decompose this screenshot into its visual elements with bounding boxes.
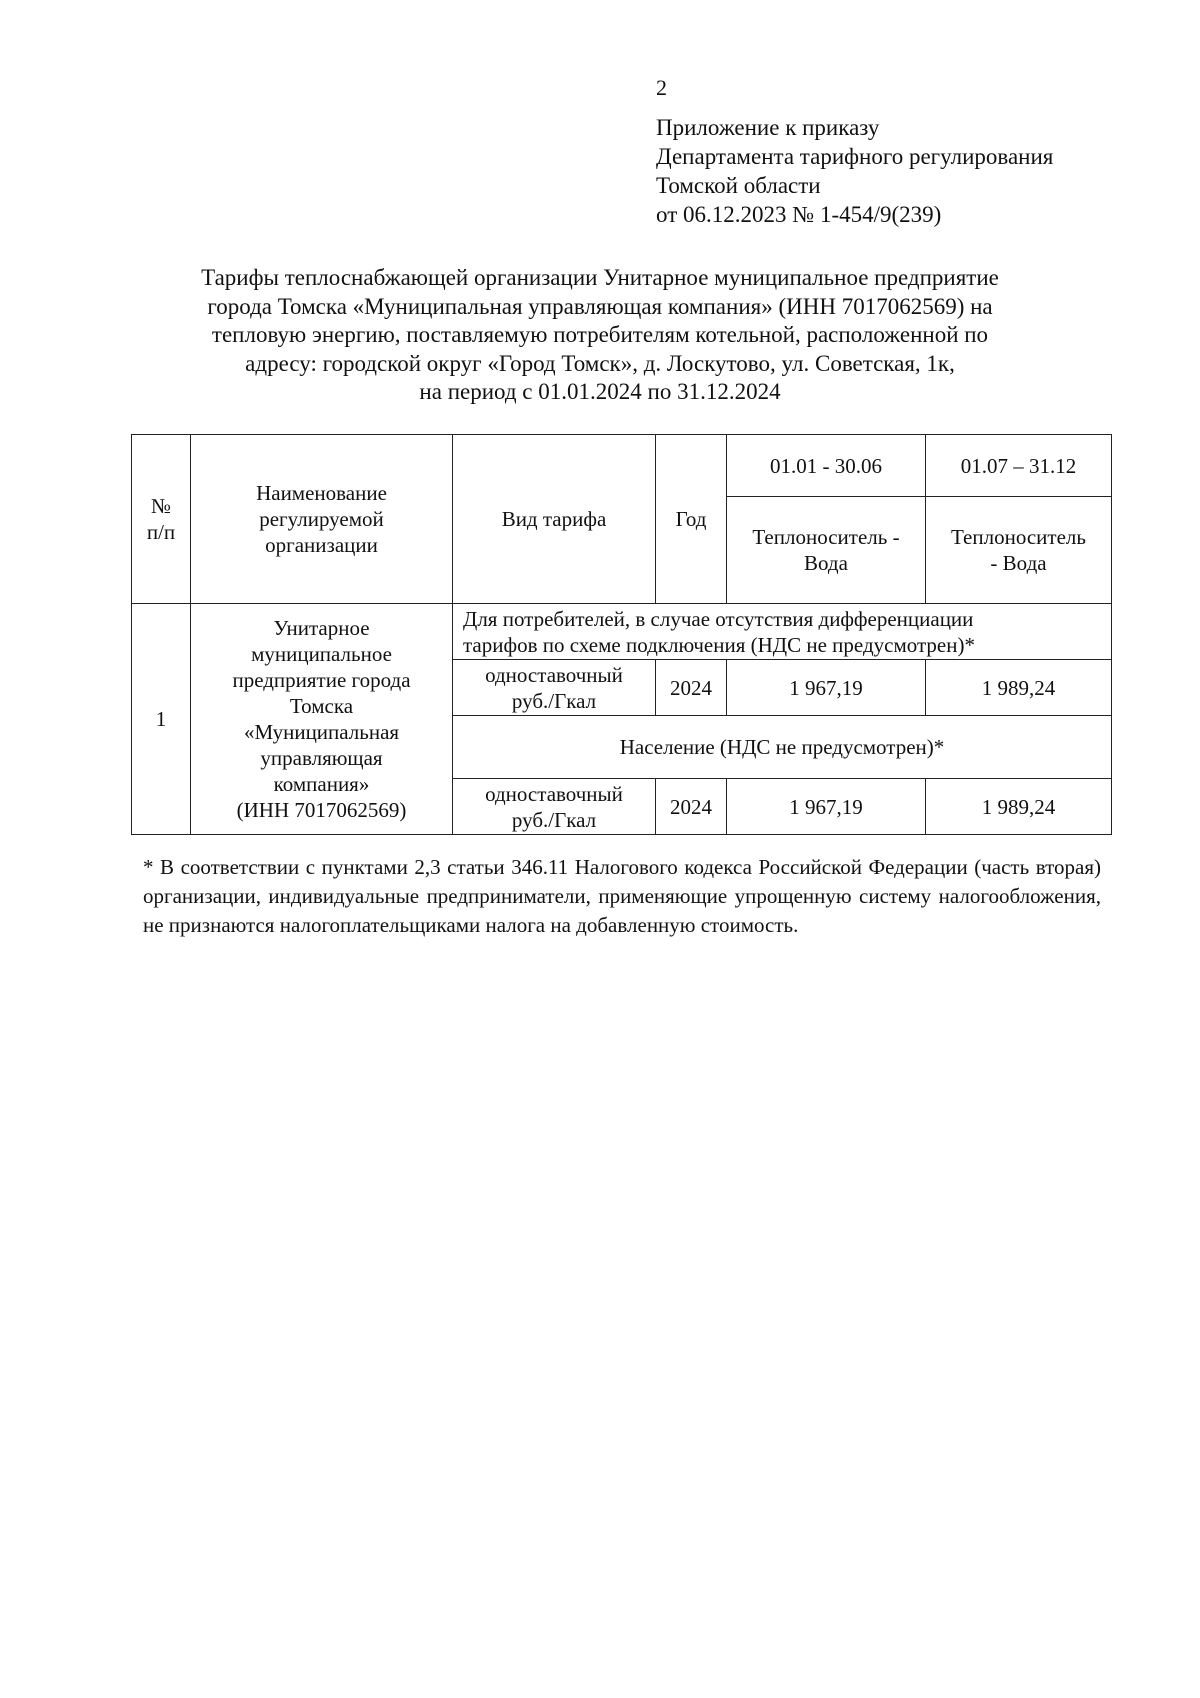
value-cell-period1: 1 967,19 — [727, 779, 926, 835]
header-carrier2-cell — [926, 497, 1112, 604]
row-num-cell: 1 — [132, 604, 191, 835]
appendix-line: Департамента тарифного регулирования — [656, 144, 1054, 169]
group-label-cell — [453, 604, 1112, 660]
value-cell-period2: 1 989,24 — [926, 660, 1112, 716]
title-line: тепловую энергию, поставляемую потребителям котельной, расположенной по — [211, 322, 989, 347]
tariff-type-cell — [453, 779, 656, 835]
row-org-line: «Муниципальная — [243, 720, 400, 744]
row-org-line: Томска — [289, 694, 354, 718]
title-line: на период с 01.01.2024 по 31.12.2024 — [419, 379, 781, 404]
appendix-block — [656, 113, 1053, 229]
document-title — [120, 264, 1080, 407]
header-period1-cell: 01.01 - 30.06 — [727, 435, 926, 497]
tariff-type-line: одноставочный — [485, 662, 623, 687]
header-org-line: организации — [265, 533, 378, 557]
header-num-line: № — [150, 494, 172, 518]
value-cell-period2: 1 989,24 — [926, 779, 1112, 835]
appendix-order-date: от 06.12.2023 № 1-454/9(239) — [656, 202, 942, 227]
group-label-cell: Население (НДС не предусмотрен)* — [453, 716, 1112, 779]
group-label-line: тарифов по схеме подключения (НДС не предусмотрен)* — [463, 632, 975, 657]
header-carrier1-cell — [727, 497, 926, 604]
footnote: * В соответствии с пунктами 2,3 статьи 346.11 Налогового кодекса Российской Федерации (часть вторая) организации, индивидуальные предприниматели, применяющие упрощенную систему налогообложения, не признаются налогоплательщиками налога на добавленную стоимость. — [143, 855, 1101, 937]
header-carrier-line: - Вода — [990, 551, 1047, 575]
header-num-line: п/п — [146, 520, 176, 544]
year-cell: 2024 — [656, 779, 727, 835]
header-num-cell — [132, 435, 191, 604]
header-org-line: Наименование — [256, 481, 387, 505]
header-year-cell: Год — [656, 435, 727, 604]
group-label-line: Для потребителей, в случае отсутствия дифференциации — [463, 606, 974, 631]
header-carrier-line: Теплоноситель - — [752, 525, 900, 549]
title-line: Тарифы теплоснабжающей организации Унитарное муниципальное предприятие — [201, 265, 999, 290]
appendix-line: Томской области — [656, 173, 821, 198]
value-cell-period1: 1 967,19 — [727, 660, 926, 716]
header-tariff-type-cell: Вид тарифа — [453, 435, 656, 604]
row-org-line: управляющая — [260, 746, 383, 770]
row-org-line: муниципальное — [251, 642, 392, 666]
tariff-type-line: одноставочный — [485, 781, 623, 806]
row-org-cell — [191, 604, 453, 835]
row-org-line: Унитарное — [273, 616, 370, 640]
table-row — [132, 604, 1112, 660]
header-carrier-line: Теплоноситель — [951, 525, 1086, 549]
tariff-type-line: руб./Гкал — [511, 688, 597, 713]
title-line: адресу: городской округ «Город Томск», д. Лоскутово, ул. Советская, 1к, — [245, 350, 955, 376]
page-number: 2 — [656, 75, 667, 100]
header-carrier-line: Вода — [804, 551, 848, 575]
appendix-line: Приложение к приказу — [656, 115, 880, 140]
tariff-type-line: руб./Гкал — [511, 807, 597, 832]
row-org-line: (ИНН 7017062569) — [236, 798, 407, 822]
table-header-row — [132, 435, 1112, 497]
header-period2-cell: 01.07 – 31.12 — [926, 435, 1112, 497]
row-org-line: предприятие города — [232, 668, 411, 692]
year-cell: 2024 — [656, 660, 727, 716]
title-line: города Томска «Муниципальная управляющая компания» (ИНН 7017062569) на — [207, 293, 993, 319]
tariff-type-cell — [453, 660, 656, 716]
tariff-table — [131, 434, 1112, 835]
row-org-line: компания» — [273, 772, 370, 796]
header-org-cell — [191, 435, 453, 604]
header-org-line: регулируемой — [259, 507, 384, 531]
